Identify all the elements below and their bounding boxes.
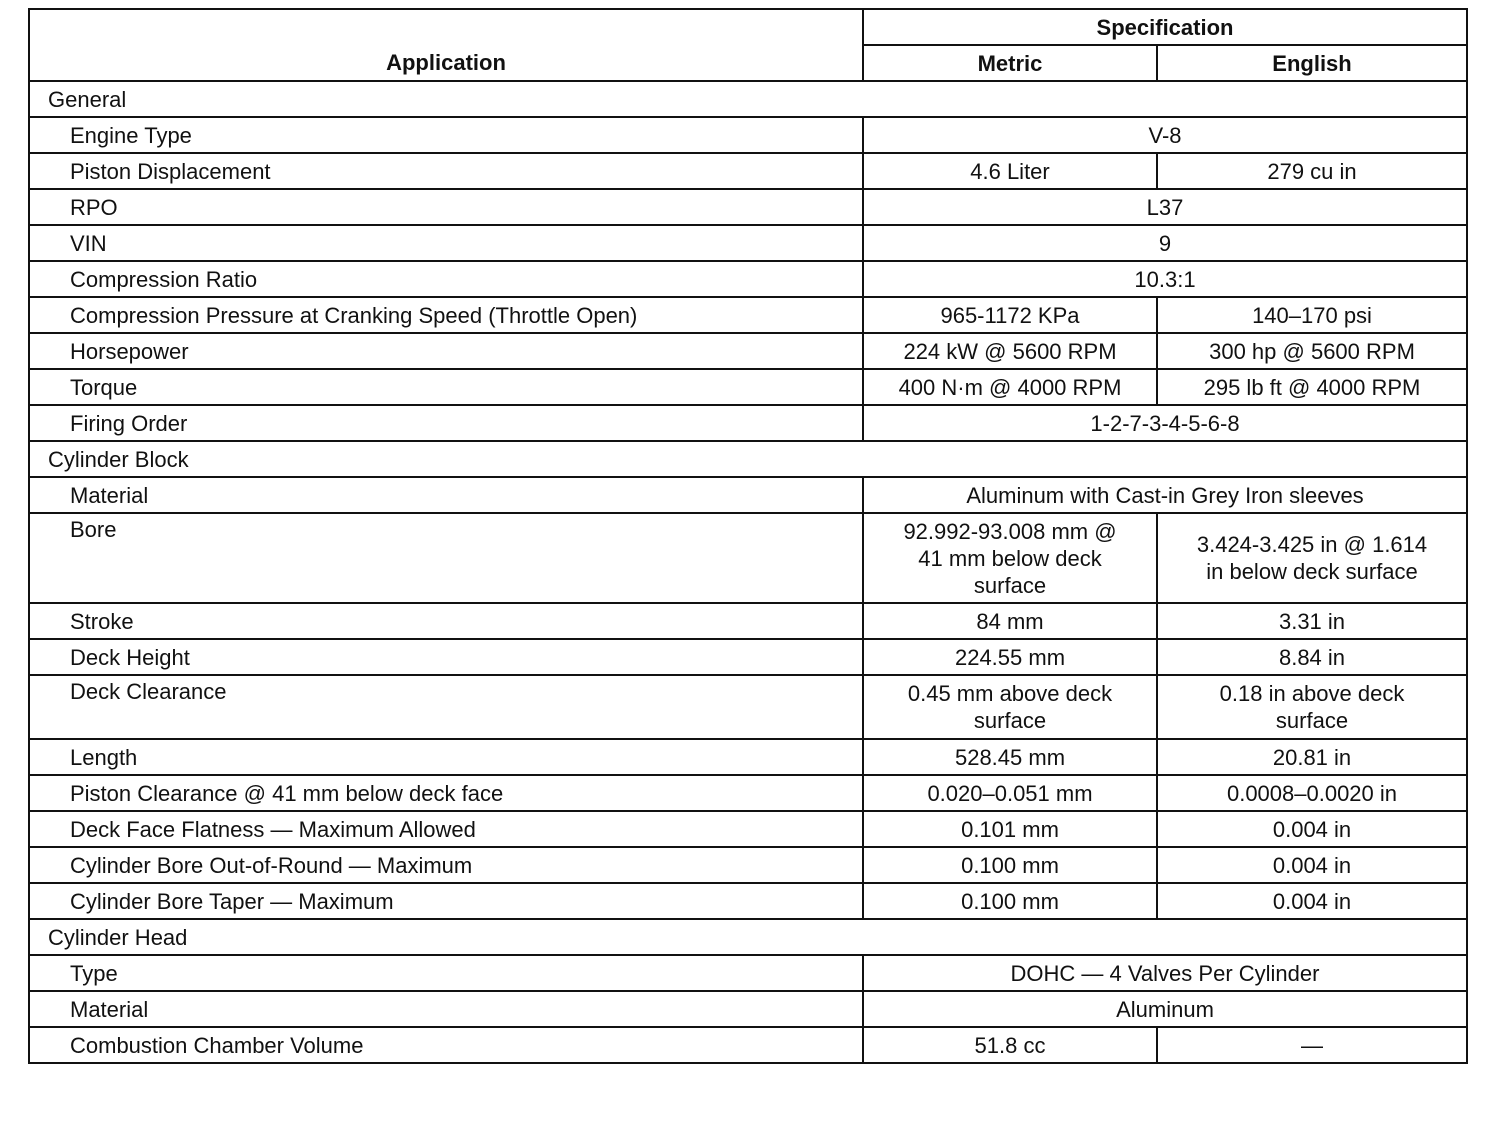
row-value: V-8 [863, 117, 1467, 153]
table-row [29, 675, 1467, 739]
row-label: Piston Displacement [29, 153, 863, 189]
row-english: 8.84 in [1157, 639, 1467, 675]
table-row [29, 369, 1467, 405]
row-metric: 400 N·m @ 4000 RPM [863, 369, 1157, 405]
row-english: 0.004 in [1157, 883, 1467, 919]
table-row [29, 775, 1467, 811]
row-value: 10.3:1 [863, 261, 1467, 297]
table-row [29, 639, 1467, 675]
row-metric: 84 mm [863, 603, 1157, 639]
section-title-cylinder-block: Cylinder Block [29, 441, 1467, 477]
table-row [29, 225, 1467, 261]
row-metric: 0.020–0.051 mm [863, 775, 1157, 811]
english-header: English [1157, 45, 1467, 81]
row-metric: 0.100 mm [863, 847, 1157, 883]
application-header: Application [29, 9, 863, 81]
row-label: Type [29, 955, 863, 991]
row-metric: 0.101 mm [863, 811, 1157, 847]
section-title-general: General [29, 81, 1467, 117]
row-value: Aluminum [863, 991, 1467, 1027]
table-row [29, 297, 1467, 333]
table-row [29, 261, 1467, 297]
row-label: Stroke [29, 603, 863, 639]
row-metric: 92.992-93.008 mm @ 41 mm below deck surface [863, 513, 1157, 603]
row-metric: 224 kW @ 5600 RPM [863, 333, 1157, 369]
row-value: Aluminum with Cast-in Grey Iron sleeves [863, 477, 1467, 513]
row-label: Material [29, 477, 863, 513]
specification-header: Specification [863, 9, 1467, 45]
table-row [29, 1027, 1467, 1063]
row-label: Cylinder Bore Out-of-Round — Maximum [29, 847, 863, 883]
row-label: Engine Type [29, 117, 863, 153]
section-row [29, 81, 1467, 117]
table-row [29, 333, 1467, 369]
table-row [29, 811, 1467, 847]
row-metric: 4.6 Liter [863, 153, 1157, 189]
row-value: 9 [863, 225, 1467, 261]
row-label: Material [29, 991, 863, 1027]
table-row [29, 477, 1467, 513]
row-english: 0.004 in [1157, 847, 1467, 883]
row-english: 0.0008–0.0020 in [1157, 775, 1467, 811]
row-label: Deck Height [29, 639, 863, 675]
table-row [29, 117, 1467, 153]
row-label: Length [29, 739, 863, 775]
table-row [29, 153, 1467, 189]
row-metric: 0.100 mm [863, 883, 1157, 919]
row-english: 20.81 in [1157, 739, 1467, 775]
table-row [29, 883, 1467, 919]
row-label: Compression Ratio [29, 261, 863, 297]
row-english: 295 lb ft @ 4000 RPM [1157, 369, 1467, 405]
row-label: Compression Pressure at Cranking Speed (Throttle Open) [29, 297, 863, 333]
row-english: 140–170 psi [1157, 297, 1467, 333]
row-label: RPO [29, 189, 863, 225]
table-row [29, 739, 1467, 775]
row-english: 3.31 in [1157, 603, 1467, 639]
row-value: DOHC — 4 Valves Per Cylinder [863, 955, 1467, 991]
table-row [29, 991, 1467, 1027]
row-label: Torque [29, 369, 863, 405]
row-english: — [1157, 1027, 1467, 1063]
row-english: 3.424-3.425 in @ 1.614 in below deck surface [1157, 513, 1467, 603]
row-label: VIN [29, 225, 863, 261]
table-row [29, 955, 1467, 991]
row-english: 300 hp @ 5600 RPM [1157, 333, 1467, 369]
row-label: Bore [29, 513, 863, 603]
specification-table [28, 8, 1468, 1064]
row-english: 0.004 in [1157, 811, 1467, 847]
header-row-top [29, 9, 1467, 45]
row-label: Piston Clearance @ 41 mm below deck face [29, 775, 863, 811]
row-value: 1-2-7-3-4-5-6-8 [863, 405, 1467, 441]
row-metric: 224.55 mm [863, 639, 1157, 675]
row-label: Firing Order [29, 405, 863, 441]
row-metric: 528.45 mm [863, 739, 1157, 775]
row-label: Combustion Chamber Volume [29, 1027, 863, 1063]
table-row [29, 405, 1467, 441]
row-metric: 0.45 mm above deck surface [863, 675, 1157, 739]
table-row [29, 513, 1467, 603]
table-row [29, 603, 1467, 639]
section-row [29, 441, 1467, 477]
row-label: Deck Clearance [29, 675, 863, 739]
row-metric: 51.8 cc [863, 1027, 1157, 1063]
row-label: Cylinder Bore Taper — Maximum [29, 883, 863, 919]
row-english: 0.18 in above deck surface [1157, 675, 1467, 739]
table-row [29, 189, 1467, 225]
table-row [29, 847, 1467, 883]
row-english: 279 cu in [1157, 153, 1467, 189]
section-row [29, 919, 1467, 955]
section-title-cylinder-head: Cylinder Head [29, 919, 1467, 955]
row-label: Horsepower [29, 333, 863, 369]
row-metric: 965-1172 KPa [863, 297, 1157, 333]
metric-header: Metric [863, 45, 1157, 81]
row-value: L37 [863, 189, 1467, 225]
row-label: Deck Face Flatness — Maximum Allowed [29, 811, 863, 847]
